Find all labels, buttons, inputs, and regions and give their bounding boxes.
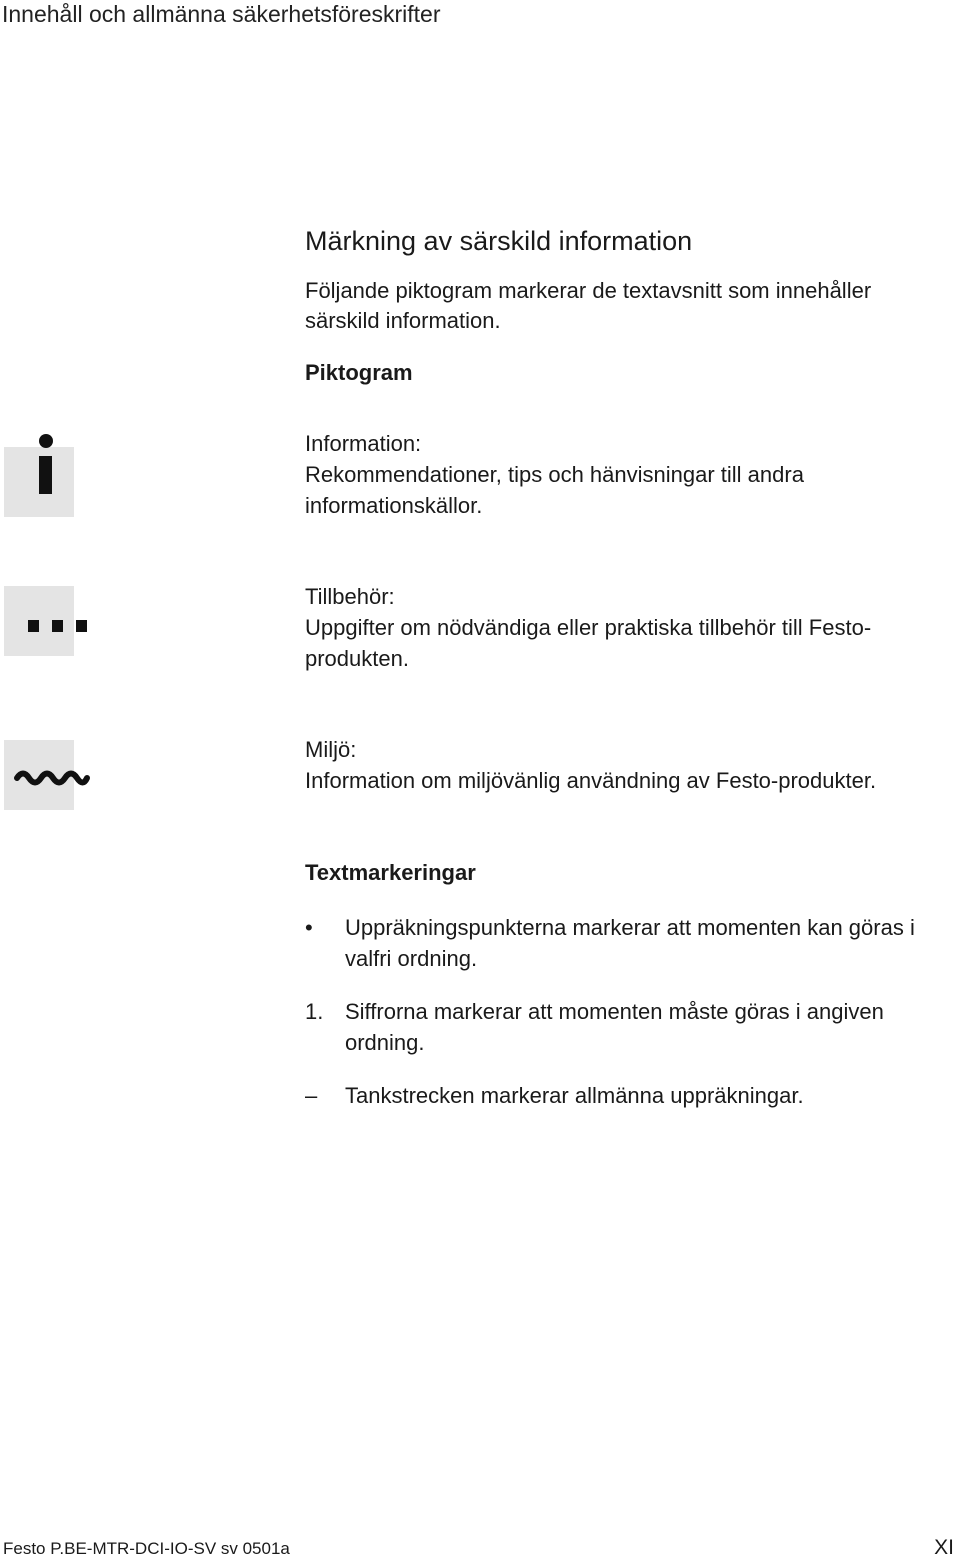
pictogram-environment-label: Miljö: bbox=[305, 737, 357, 762]
dash-marker: – bbox=[305, 1083, 318, 1108]
pictogram-info-label: Information: bbox=[305, 431, 422, 456]
intro-paragraph: Följande piktogram markerar de textavsnitt som innehåller särskild information. bbox=[305, 278, 872, 333]
accessories-icon bbox=[4, 586, 74, 656]
bullet-marker: • bbox=[305, 915, 313, 940]
list-item-text: Tankstrecken markerar allmänna uppräkningar. bbox=[345, 1083, 804, 1108]
pictogram-heading: Piktogram bbox=[305, 360, 413, 385]
list-item-text: Uppräkningspunkterna markerar att momenten kan göras i valfri ordning. bbox=[345, 915, 915, 971]
environment-icon bbox=[4, 740, 74, 810]
info-icon bbox=[4, 447, 74, 517]
text-markings-heading: Textmarkeringar bbox=[305, 860, 476, 885]
list-item-text: Siffrorna markerar att momenten måste göras i angiven ordning. bbox=[345, 999, 884, 1055]
list-item bbox=[305, 996, 960, 1058]
page-number: XI bbox=[934, 1536, 954, 1559]
pictogram-environment-description: Information om miljövänlig användning av Festo-produkter. bbox=[305, 768, 877, 793]
pictogram-accessories-description: Uppgifter om nödvändiga eller praktiska tillbehör till Festo-produkten. bbox=[305, 615, 872, 671]
pictogram-info-description: Rekommendationer, tips och hänvisningar till andra informationskällor. bbox=[305, 462, 804, 518]
number-marker: 1. bbox=[305, 999, 324, 1024]
pictogram-accessories-label: Tillbehör: bbox=[305, 584, 395, 609]
document-id: Festo P.BE-MTR-DCI-IO-SV sv 0501a bbox=[3, 1539, 290, 1558]
list-item bbox=[305, 912, 960, 974]
pictogram-accessories-text bbox=[305, 581, 950, 674]
section-title: Märkning av särskild information bbox=[305, 226, 693, 256]
running-header: Innehåll och allmänna säkerhetsföreskrifter bbox=[2, 1, 441, 27]
pictogram-info-text bbox=[305, 428, 950, 521]
pictogram-environment-text bbox=[305, 734, 950, 796]
list-item bbox=[305, 1080, 960, 1111]
